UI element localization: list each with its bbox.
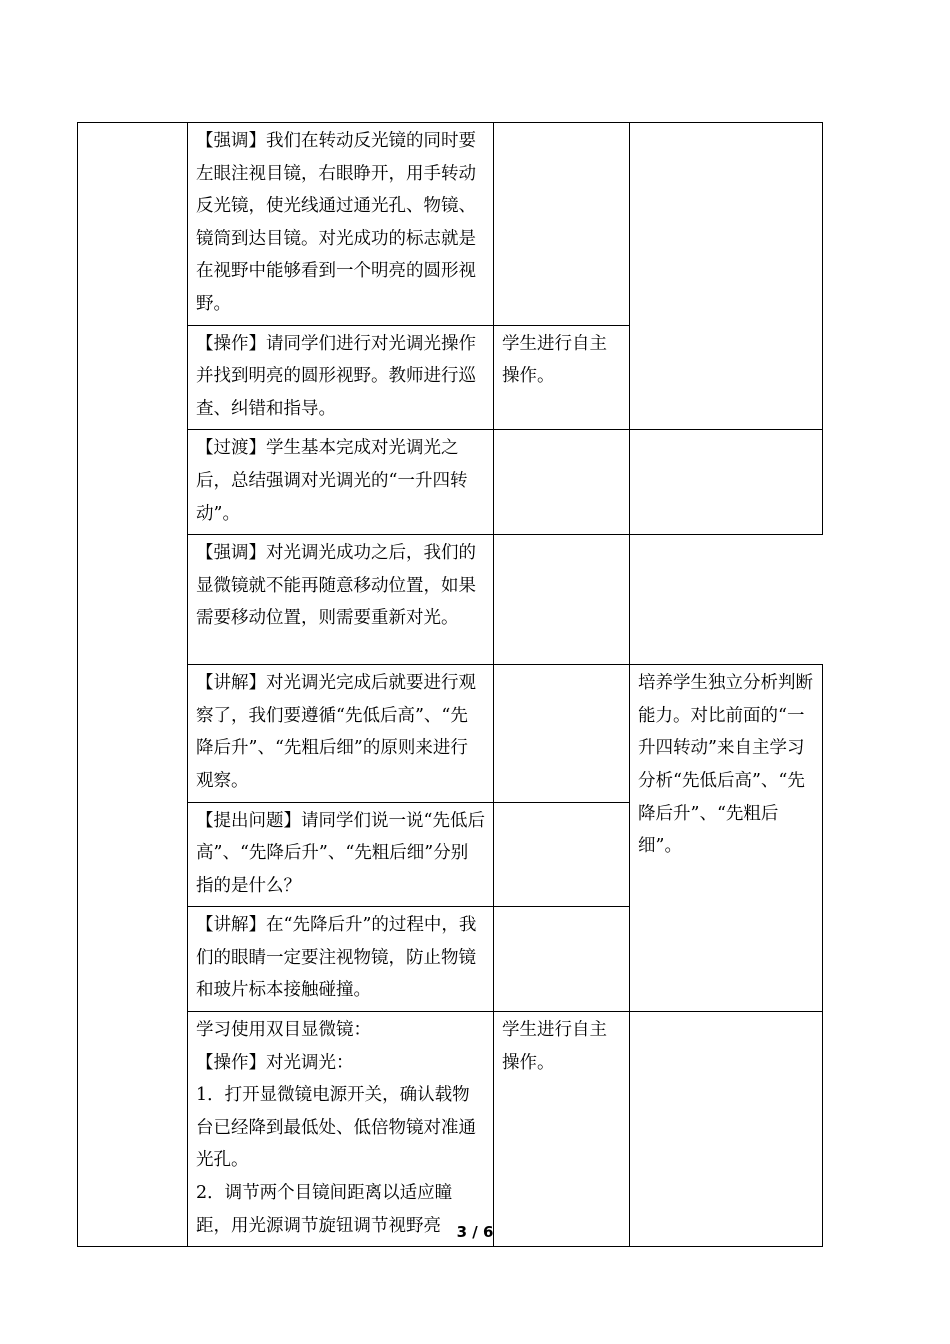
table-row	[78, 123, 823, 326]
student-activity-cell	[494, 907, 630, 1012]
content-line: 学习使用双目显微镜：	[196, 1020, 371, 1041]
teacher-activity-cell: 【过渡】学生基本完成对光调光之后，总结强调对光调光的“一升四转动”。	[188, 430, 494, 535]
design-intent-cell	[630, 1012, 823, 1247]
content-line: 【操作】对光调光：	[196, 1052, 354, 1073]
table-row	[78, 430, 823, 535]
design-intent-cell: 培养学生独立分析判断能力。对比前面的“一升四转动”来自主学习分析“先低后高”、“先降后升”、“先粗后细”。	[630, 665, 823, 1012]
student-activity-cell	[494, 123, 630, 326]
student-activity-cell: 学生进行自主操作。	[494, 1012, 630, 1247]
student-activity-cell	[494, 802, 630, 907]
teacher-activity-cell: 【讲解】在“先降后升”的过程中，我们的眼睛一定要注视物镜，防止物镜和玻片标本接触碰撞。	[188, 907, 494, 1012]
content-line: 2．调节两个目镜间距离以适应瞳距，用光源调节旋钮调节视野亮	[196, 1183, 453, 1236]
student-activity-cell: 学生进行自主操作。	[494, 325, 630, 430]
student-activity-cell	[494, 665, 630, 802]
lesson-plan-table	[77, 122, 823, 1247]
table-row	[78, 665, 823, 802]
student-activity-cell	[494, 430, 630, 535]
teacher-activity-cell: 【提出问题】请同学们说一说“先低后高”、“先降后升”、“先粗后细”分别指的是什么？	[188, 802, 494, 907]
table-row	[78, 1012, 823, 1247]
teacher-activity-cell: 【讲解】对光调光完成后就要进行观察了，我们要遵循“先低后高”、“先降后升”、“先粗后细”的原则来进行观察。	[188, 665, 494, 802]
page-number: 3 / 6	[456, 1223, 494, 1241]
teacher-activity-cell: 【强调】对光调光成功之后，我们的显微镜就不能再随意移动位置，如果需要移动位置，则需要重新对光。	[188, 535, 494, 665]
table-row	[78, 535, 823, 665]
content-line: 1．打开显微镜电源开关，确认载物台已经降到最低处、低倍物镜对准通光孔。	[196, 1085, 476, 1171]
design-intent-cell	[630, 430, 823, 535]
stage-cell	[78, 123, 188, 1247]
student-activity-cell	[494, 535, 630, 665]
teacher-activity-cell	[188, 1012, 494, 1247]
design-intent-cell	[630, 123, 823, 430]
teacher-activity-cell: 【强调】我们在转动反光镜的同时要左眼注视目镜，右眼睁开，用手转动反光镜，使光线通过通光孔、物镜、镜筒到达目镜。对光成功的标志就是在视野中能够看到一个明亮的圆形视野。	[188, 123, 494, 326]
teacher-activity-cell: 【操作】请同学们进行对光调光操作并找到明亮的圆形视野。教师进行巡查、纠错和指导。	[188, 325, 494, 430]
